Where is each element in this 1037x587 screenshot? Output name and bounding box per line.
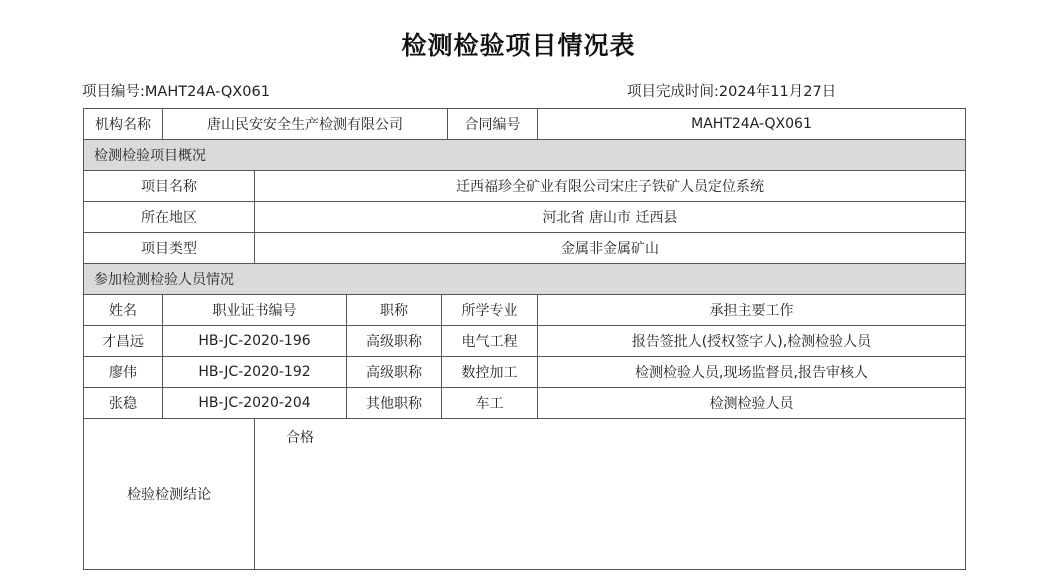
org-name-value: 唐山民安安全生产检测有限公司: [162, 108, 448, 140]
completion-time-value: 2024年11月27日: [718, 84, 837, 100]
region-value: 河北省 唐山市 迁西县: [254, 201, 966, 233]
project-number: [82, 80, 270, 101]
column-header-title: 职称: [346, 294, 442, 326]
column-header-certificate: 职业证书编号: [162, 294, 347, 326]
project-name-label: 项目名称: [83, 170, 255, 202]
column-header-major: 所学专业: [441, 294, 538, 326]
project-number-value: MAHT24A-QX061: [144, 84, 270, 100]
person-duties-cell: 检测检验人员,现场监督员,报告审核人: [537, 356, 966, 388]
person-name-cell: 才昌远: [83, 325, 163, 357]
personnel-section-header: 参加检测检验人员情况: [83, 263, 966, 295]
overview-section-header: 检测检验项目概况: [83, 139, 966, 171]
person-name-cell: 廖伟: [83, 356, 163, 388]
person-title-cell: 高级职称: [346, 356, 442, 388]
completion-time-label: 项目完成时间:: [627, 84, 719, 100]
project-type-value: 金属非金属矿山: [254, 232, 966, 264]
column-header-duties: 承担主要工作: [537, 294, 966, 326]
region-label: 所在地区: [83, 201, 255, 233]
person-name-cell: 张稳: [83, 387, 163, 419]
person-certificate-cell: HB-JC-2020-196: [162, 325, 347, 357]
person-major-cell: 电气工程: [441, 325, 538, 357]
column-header-name: 姓名: [83, 294, 163, 326]
contract-no-value: MAHT24A-QX061: [537, 108, 966, 140]
person-certificate-cell: HB-JC-2020-204: [162, 387, 347, 419]
conclusion-label: 检验检测结论: [83, 418, 255, 570]
person-major-cell: 车工: [441, 387, 538, 419]
completion-time: [627, 80, 836, 101]
contract-no-label: 合同编号: [447, 108, 538, 140]
person-duties-cell: 检测检验人员: [537, 387, 966, 419]
org-name-label: 机构名称: [83, 108, 163, 140]
project-type-label: 项目类型: [83, 232, 255, 264]
conclusion-value: 合格: [254, 418, 966, 570]
person-major-cell: 数控加工: [441, 356, 538, 388]
project-table: [83, 108, 966, 570]
project-number-label: 项目编号:: [82, 84, 145, 100]
person-title-cell: 其他职称: [346, 387, 442, 419]
person-duties-cell: 报告签批人(授权签字人),检测检验人员: [537, 325, 966, 357]
person-certificate-cell: HB-JC-2020-192: [162, 356, 347, 388]
project-name-value: 迁西福珍全矿业有限公司宋庄子铁矿人员定位系统: [254, 170, 966, 202]
person-title-cell: 高级职称: [346, 325, 442, 357]
page-title: 检测检验项目情况表: [401, 31, 636, 60]
